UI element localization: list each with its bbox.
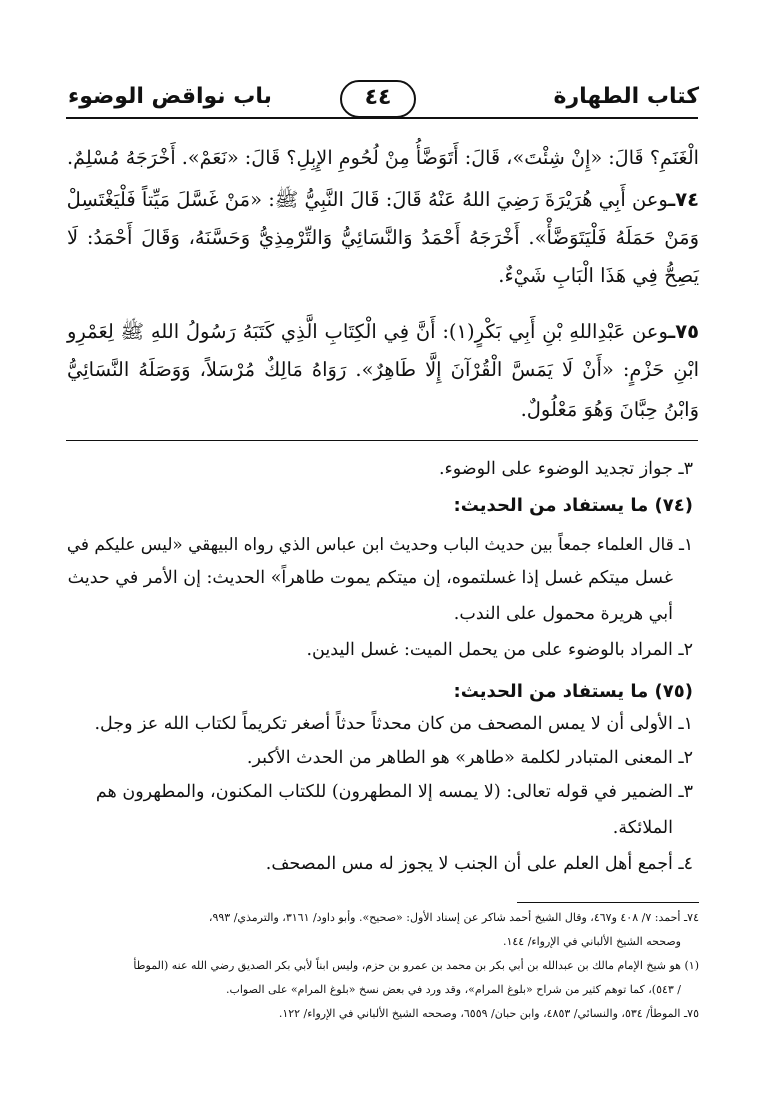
footnote-line: ٧٥ـ الموطأ/ ٥٣٤، والنسائي/ ٤٨٥٣، وابن حبان/ ٦٥٥٩، وصححه الشيخ الألباني في الإرواء/ ١٢٢. (278, 1007, 699, 1020)
hadith-74-line: وَمَنْ حَمَلَهُ فَلْيَتَوَضَّأْ». أَخْرَجَهُ أَحْمَدُ وَالنَّسَائِيُّ وَالتِّرْمِذِيُّ وَحَسَّنَهُ، وَقَالَ أَحْمَدُ: لَا (67, 226, 699, 249)
hadith-line: الْغَنَمِ؟ قَالَ: «إِنْ شِئْتَ»، قَالَ: أَتَوَضَّأُ مِنْ لُحُومِ الإِبِلِ؟ قَالَ: «نَعَمْ». أَخْرَجَهُ مُسْلِمٌ. (67, 146, 699, 169)
benefit-item: ١ـ الأولى أن لا يمس المصحف من كان محدثاً حدثاً أصغر تكريماً لكتاب الله عز وجل. (94, 714, 693, 734)
benefit-item: ٢ـ المعنى المتبادر لكلمة «طاهر» هو الطاهر من الحدث الأكبر. (246, 748, 693, 768)
benefit-item: ٣ـ جواز تجديد الوضوء على الوضوء. (438, 459, 693, 479)
footnote-line: وصححه الشيخ الألباني في الإرواء/ ١٤٤. (502, 935, 681, 948)
hadith-75-line (67, 320, 699, 344)
benefits-heading-74: (٧٤) ما يستفاد من الحديث: (453, 495, 693, 516)
book-title: كتاب الطهارة (553, 84, 699, 109)
benefit-item: ٤ـ أجمع أهل العلم على أن الجنب لا يجوز له مس المصحف. (265, 854, 693, 874)
hadith-75-number: ٧٥ـ (668, 320, 700, 343)
section-divider (66, 440, 698, 441)
benefit-item-cont: الملائكة. (612, 818, 673, 838)
chapter-title: باب نواقض الوضوء (68, 84, 272, 109)
benefit-item: ٣ـ الضمير في قوله تعالى: (لا يمسه إلا المطهرون) للكتاب المكنون، والمطهرون هم (95, 782, 693, 802)
hadith-74-text: وعن أَبِي هُرَيْرَةَ رَضِيَ اللهُ عَنْهُ قَالَ: قَالَ النَّبِيُّ ﷺ: «مَنْ غَسَّلَ مَيِّتاً فَلْيَغْتَسِلْ (66, 188, 669, 211)
benefit-item: ٢ـ المراد بالوضوء على من يحمل الميت: غسل اليدين. (306, 640, 693, 660)
footnote-rule (517, 902, 699, 903)
benefit-item-cont: أبي هريرة محمول على الندب. (453, 604, 673, 624)
hadith-74-line (67, 188, 699, 212)
footnote-line: ٧٤ـ أحمد: ٧/ ٤٠٨ و٤٦٧، وقال الشيخ أحمد شاكر عن إسناد الأول: «صحيح». وأبو داود/ ٣١٦١، والترمذي/ ٩٩٣، (208, 911, 699, 924)
benefits-heading-75: (٧٥) ما يستفاد من الحديث: (453, 681, 693, 702)
hadith-75-line: ابْنِ حَزْمٍ: «أَنْ لَا يَمَسَّ الْقُرْآنَ إِلَّا طَاهِرٌ». رَوَاهُ مَالِكٌ مُرْسَلاً، وَوَصَلَهُ النَّسَائِيُّ (67, 358, 699, 381)
footnote-line: / ٥٤٣)، كما توهم كثير من شراح «بلوغ المرام»، وقد ورد في بعض نسخ «بلوغ المرام» على الصواب. (226, 983, 681, 996)
hadith-75-text: وعن عَبْدِاللهِ بْنِ أَبِي بَكْرٍ(١): أَنَّ فِي الْكِتَابِ الَّذِي كَتَبَهُ رَسُولُ اللهِ ﷺ لِعَمْرِو (67, 320, 669, 343)
hadith-74-line: يَصِحُّ فِي هَذَا الْبَابِ شَيْءٌ. (498, 264, 699, 287)
benefit-item: ١ـ قال العلماء جمعاً بين حديث الباب وحديث ابن عباس الذي رواه البيهقي «ليس عليكم في (66, 534, 693, 554)
hadith-74-number: ٧٤ـ (668, 188, 699, 211)
page-number: ٤٤ (340, 80, 416, 118)
benefit-item-cont: غسل ميتكم غسل إذا غسلتموه، إن ميتكم يموت طاهراً» الحديث: إن الأمر في حديث (67, 568, 673, 588)
footnote-line: (١) هو شيخ الإمام مالك بن عبدالله بن أبي بكر بن محمد بن عمرو بن حزم، وليس ابناً لأبي بكر الصديق رضي الله عنه (الموطأ (133, 959, 699, 972)
header-rule (66, 117, 698, 119)
hadith-75-line: وَابْنُ حِبَّانَ وَهُوَ مَعْلُولٌ. (520, 398, 699, 421)
